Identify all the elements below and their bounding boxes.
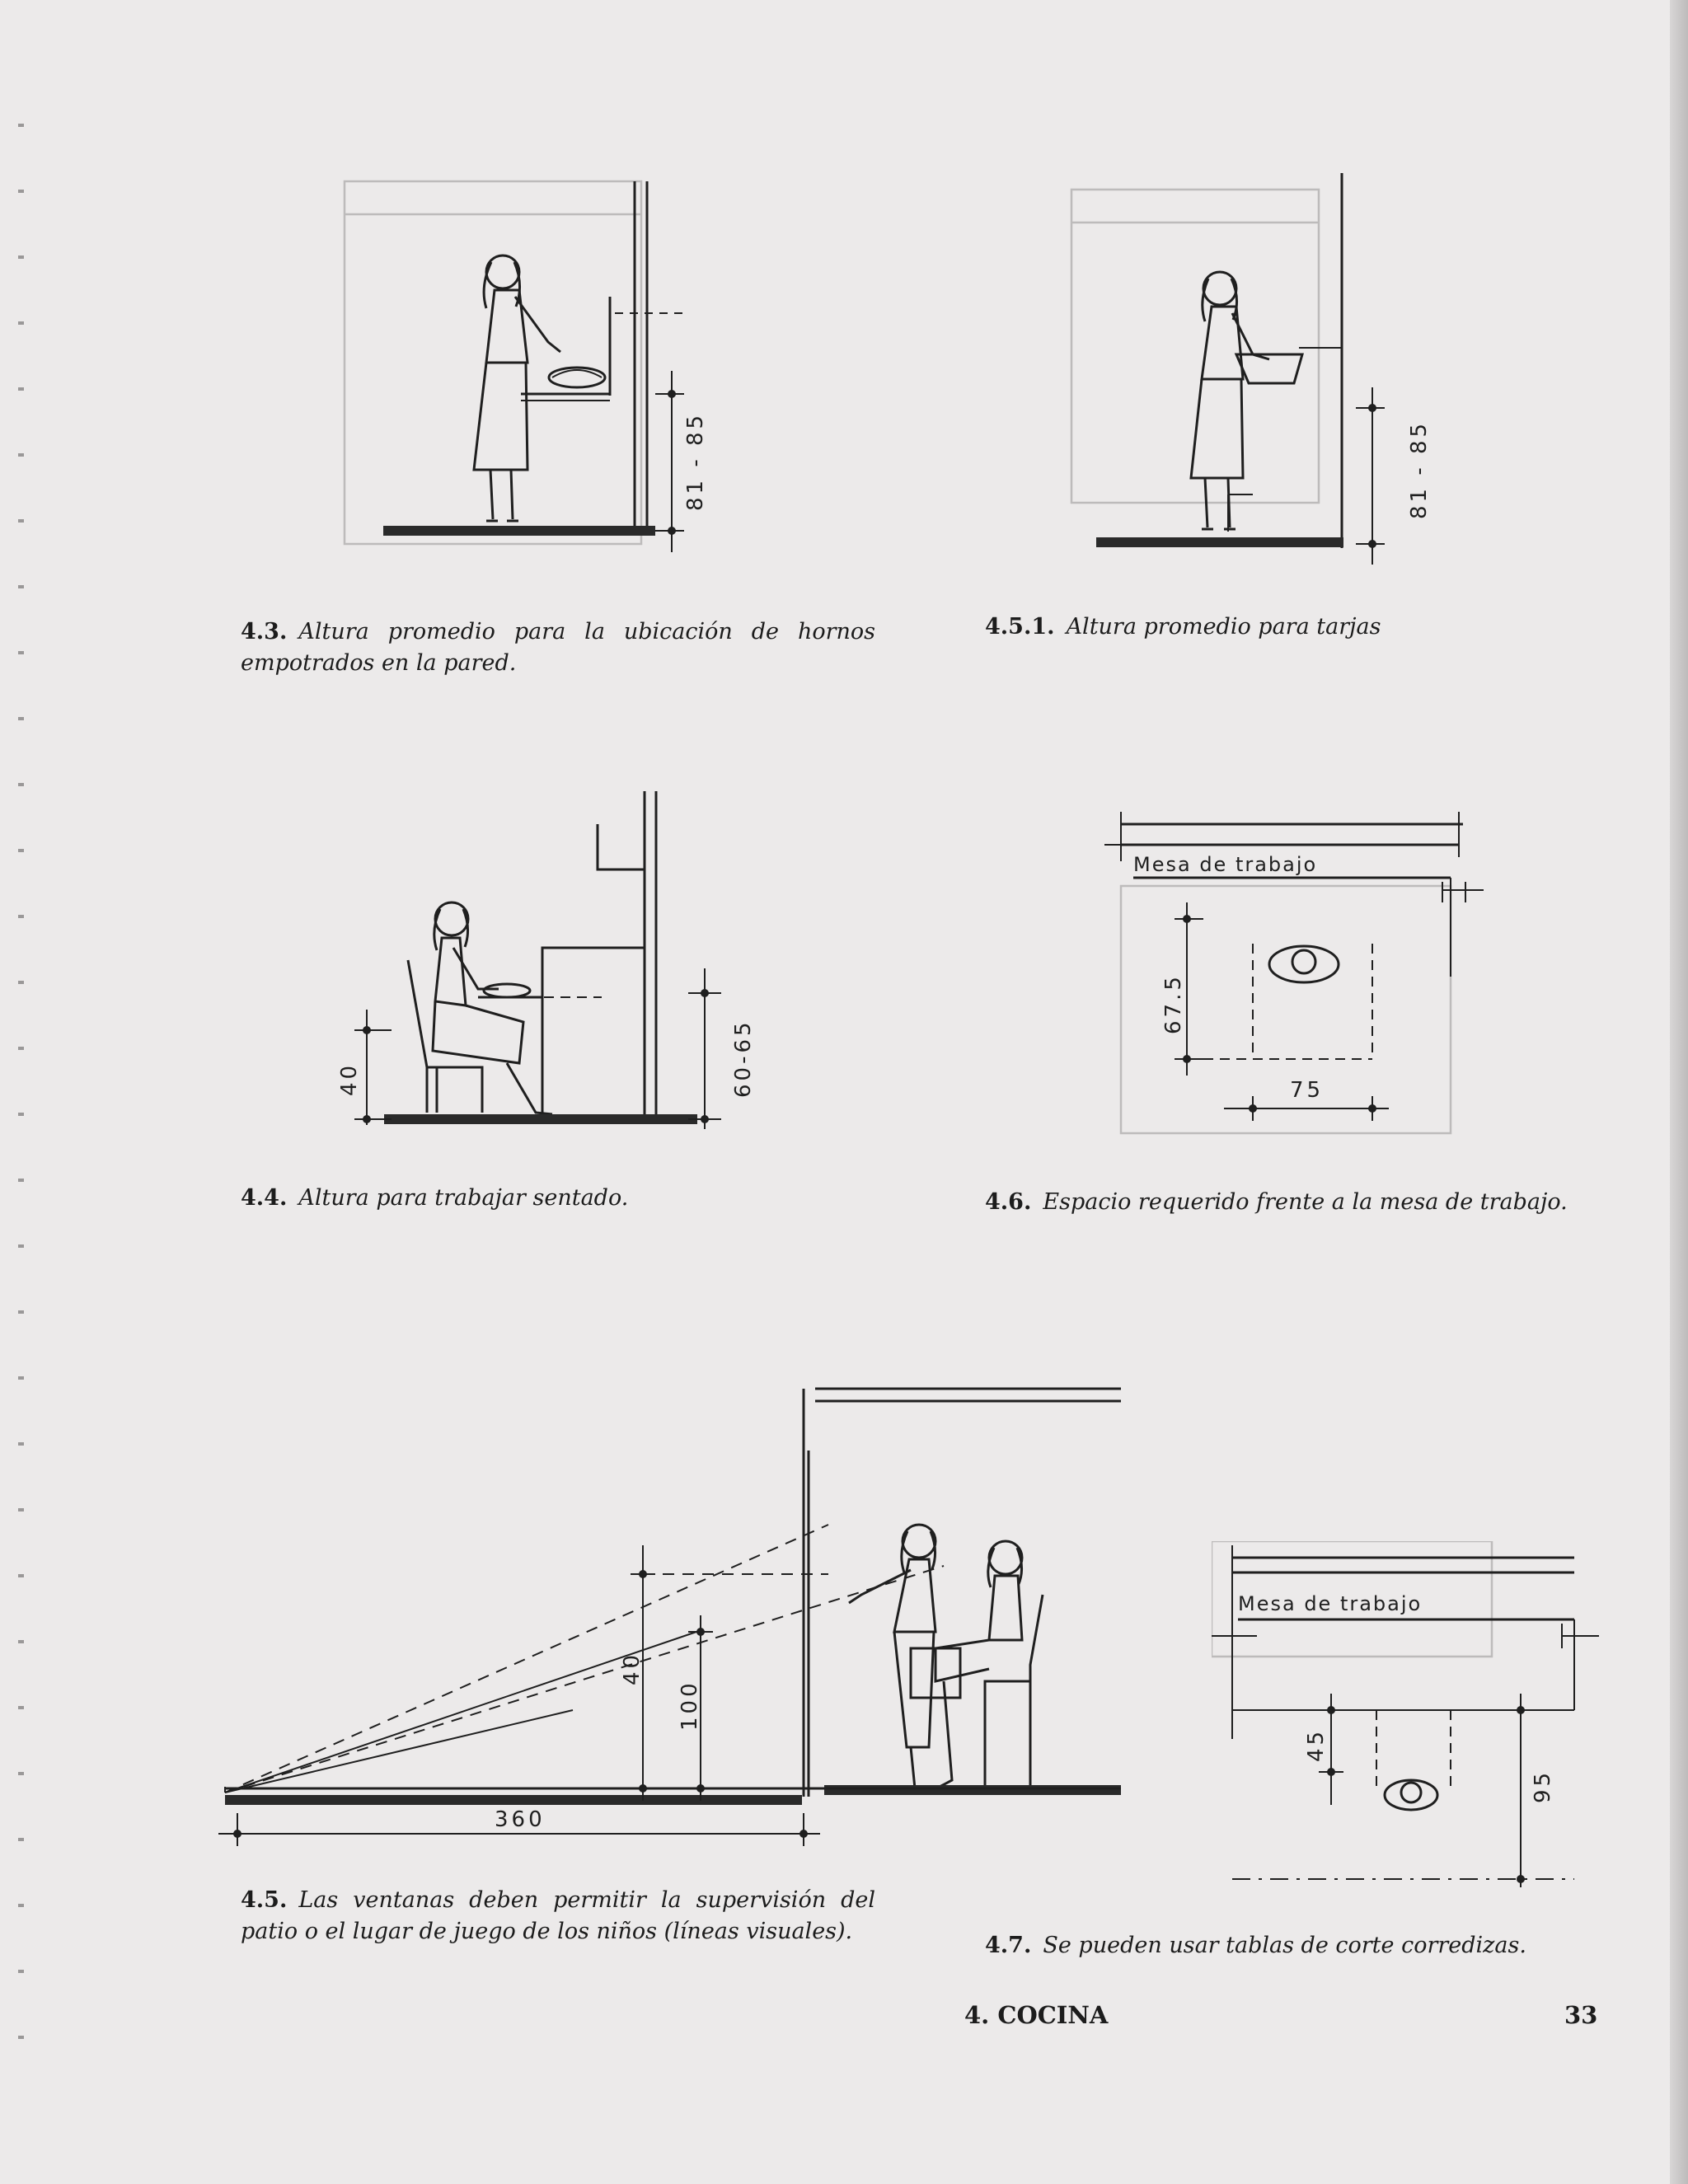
figure-4-4-caption-text: Altura para trabajar sentado. (298, 1185, 629, 1211)
figure-4-5-caption (241, 1885, 875, 1947)
binding-holes (0, 0, 33, 2184)
figure-4-4-seated-work-height (330, 791, 775, 1154)
figure-4-3-number: 4.3. (241, 619, 288, 644)
figure-4-6-caption-text: Espacio requerido frente a la mesa de trabajo. (1043, 1189, 1568, 1215)
figure-4-7-dimension-depth: 45 (1304, 1727, 1329, 1762)
section-title: 4. COCINA (964, 2001, 1109, 2029)
figure-4-6-table-label: Mesa de trabajo (1133, 853, 1318, 876)
figure-4-5-caption-text: Las ventanas deben permitir la supervisión del patio o el lugar de juego de los niños (líneas visuales). (241, 1887, 875, 1944)
page-number: 33 (1564, 2001, 1598, 2029)
figure-4-5-1-number: 4.5.1. (985, 614, 1055, 640)
figure-4-5-dimension-distance: 360 (495, 1807, 546, 1832)
figure-4-6-work-table-space (1088, 812, 1484, 1141)
figure-4-5-1-dimension: 81 - 85 (1407, 419, 1432, 519)
figure-4-6-dimension-width: 75 (1290, 1078, 1325, 1103)
figure-4-7-caption (985, 1930, 1611, 1961)
figure-4-6-number: 4.6. (985, 1189, 1032, 1215)
figure-4-6-dimension-depth: 67.5 (1161, 973, 1186, 1034)
figure-4-5-dimension-height: 100 (678, 1680, 702, 1731)
figure-4-5-1-sink-height (1055, 165, 1500, 593)
figure-4-5-dimension-sill: 40 (620, 1651, 645, 1685)
figure-4-6-caption (985, 1187, 1611, 1218)
figure-4-7-dimension-total: 95 (1531, 1769, 1555, 1803)
figure-4-3-caption (241, 616, 875, 679)
figure-4-7-number: 4.7. (985, 1933, 1032, 1958)
figure-4-7-caption-text: Se pueden usar tablas de corte corredizas. (1043, 1933, 1526, 1958)
figure-4-4-number: 4.4. (241, 1185, 288, 1211)
figure-4-7-table-label: Mesa de trabajo (1238, 1592, 1423, 1615)
figure-4-4-caption (241, 1183, 818, 1214)
figure-4-5-1-caption-text: Altura promedio para tarjas (1066, 614, 1381, 640)
figure-4-3-caption-text: Altura promedio para la ubicación de hornos empotrados en la pared. (241, 619, 875, 676)
figure-4-4-dimension-table: 60-65 (731, 1019, 756, 1098)
figure-4-5-1-caption (985, 612, 1562, 643)
figure-4-3-oven-height (330, 165, 758, 593)
figure-4-7-sliding-boards (1212, 1541, 1599, 1887)
figure-4-5-window-sightlines (218, 1385, 1137, 1846)
figure-4-4-dimension-seat: 40 (337, 1062, 362, 1096)
figure-4-3-dimension: 81 - 85 (683, 411, 708, 511)
page-edge-shadow (1670, 0, 1688, 2184)
figure-4-5-number: 4.5. (241, 1887, 288, 1913)
